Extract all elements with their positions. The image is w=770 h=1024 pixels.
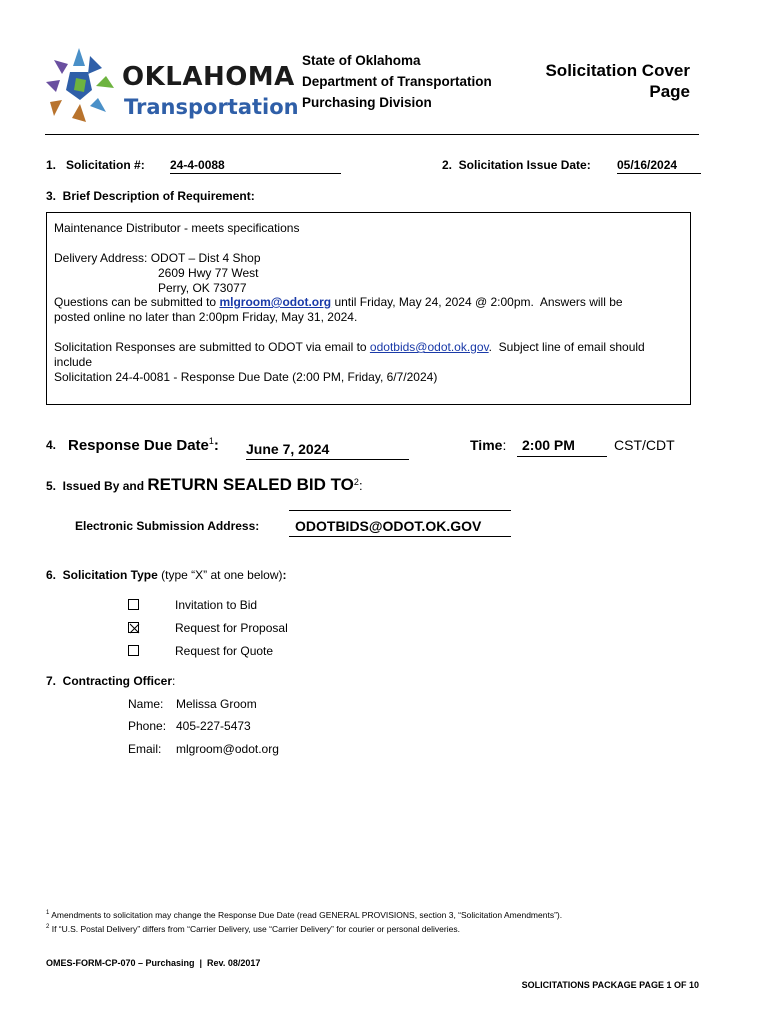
responses-email-link[interactable]: odotbids@odot.ok.gov	[369, 340, 489, 354]
time-value: 2:00 PM	[517, 437, 607, 457]
responses-line	[54, 340, 645, 355]
description-box	[46, 212, 691, 405]
return-sealed-bid-heading: RETURN SEALED BID TO	[147, 475, 354, 494]
issue-date-value: 05/16/2024	[617, 158, 701, 174]
footnote-1	[46, 907, 726, 921]
solicitation-number-label: 1. Solicitation #:	[46, 158, 145, 172]
delivery-address-street: 2609 Hwy 77 West	[158, 266, 259, 280]
due-date-label	[68, 436, 219, 454]
time-label-text: Time	[470, 437, 503, 453]
odot-logo	[40, 44, 299, 126]
solicitation-type-label-rest: (type “X” at one below)	[157, 568, 283, 582]
officer-email-label: Email:	[128, 742, 162, 756]
time-label	[470, 437, 506, 453]
contracting-officer-colon: :	[172, 674, 176, 688]
issued-by-prefix: 5. Issued By and	[46, 479, 148, 493]
issued-colon: :	[358, 478, 363, 493]
solicitation-type-label	[46, 568, 287, 582]
solicitation-type-label-bold: 6. Solicitation Type	[46, 568, 158, 582]
time-zone: CST/CDT	[614, 437, 675, 453]
footnote-2-marker: 2	[46, 923, 50, 930]
footnote-1-text: Amendments to solicitation may change the Response Due Date (read GENERAL PROVISIONS, section 3, “Solicitation Amendments”).	[49, 909, 563, 920]
form-title-line2: Page	[649, 82, 690, 101]
agency-department: Department of Transportation	[302, 74, 492, 89]
delivery-address-label: Delivery Address: ODOT – Dist 4 Shop	[54, 251, 261, 265]
footnote-2	[46, 921, 726, 935]
description-label: 3. Brief Description of Requirement:	[46, 189, 255, 203]
logo-wordmark-oklahoma: OKLAHOMA	[122, 62, 295, 92]
page-info: SOLICITATIONS PACKAGE PAGE 1 OF 10	[521, 980, 699, 990]
electronic-submission-label: Electronic Submission Address:	[75, 519, 260, 533]
footnote-2-text: If “U.S. Postal Delivery” differs from “Carrier Delivery, use “Carrier Delivery” for courier or personal deliveries.	[49, 923, 460, 934]
due-date-number: 4.	[46, 438, 57, 452]
description-line1: Maintenance Distributor - meets specifications	[54, 221, 300, 235]
officer-phone-label: Phone:	[128, 719, 167, 733]
logo-wordmark-transportation: Transportation	[124, 95, 299, 119]
officer-phone-value: 405-227-5473	[176, 719, 251, 733]
invitation-to-bid-label: Invitation to Bid	[175, 598, 258, 612]
questions-post: until Friday, May 24, 2024 @ 2:00pm. Answers will be	[331, 295, 623, 309]
footnotes	[46, 907, 726, 935]
questions-line2: posted online no later than 2:00pm Friday, May 31, 2024.	[54, 310, 358, 324]
footnote-1-marker: 1	[46, 910, 50, 916]
invitation-to-bid-checkbox[interactable]	[128, 599, 139, 610]
header-divider	[45, 134, 699, 135]
contracting-officer-label-text: 7. Contracting Officer	[46, 674, 173, 688]
due-date-colon: :	[213, 437, 219, 454]
solicitation-number-value: 24-4-0088	[170, 158, 341, 174]
responses-line2: include	[54, 355, 93, 369]
solicitation-type-colon: :	[282, 568, 287, 582]
checkbox-x-icon	[129, 623, 140, 634]
electronic-submission-value: ODOTBIDS@ODOT.OK.GOV	[289, 518, 511, 537]
due-date-footnote-ref: 1	[208, 436, 214, 446]
oklahoma-star-icon	[40, 46, 118, 124]
issue-date-label: 2. Solicitation Issue Date:	[442, 158, 591, 172]
issued-footnote-ref: 2	[353, 477, 359, 487]
form-title-line1: Solicitation Cover	[545, 61, 690, 80]
due-date-label-text: Response Due Date	[68, 437, 209, 454]
questions-pre: Questions can be submitted to	[54, 295, 220, 309]
request-for-proposal-label: Request for Proposal	[175, 621, 288, 635]
agency-block	[302, 50, 492, 113]
responses-line3: Solicitation 24-4-0081 - Response Due Date (2:00 PM, Friday, 6/7/2024)	[54, 370, 438, 384]
officer-email-value: mlgroom@odot.org	[176, 742, 279, 756]
questions-email-link[interactable]: mlgroom@odot.org	[219, 295, 332, 309]
issued-by-label	[46, 475, 363, 495]
delivery-address-city: Perry, OK 73077	[158, 281, 247, 295]
responses-post: . Subject line of email should	[488, 340, 645, 354]
questions-line	[54, 295, 623, 310]
request-for-proposal-checkbox[interactable]	[128, 622, 139, 633]
agency-state: State of Oklahoma	[302, 53, 421, 68]
form-title	[545, 60, 690, 102]
agency-division: Purchasing Division	[302, 95, 432, 110]
form-id: OMES-FORM-CP-070 – Purchasing | Rev. 08/2017	[46, 958, 261, 968]
responses-pre: Solicitation Responses are submitted to ODOT via email to	[54, 340, 370, 354]
request-for-quote-checkbox[interactable]	[128, 645, 139, 656]
request-for-quote-label: Request for Quote	[175, 644, 274, 658]
officer-name-label: Name:	[128, 697, 164, 711]
time-colon: :	[502, 437, 507, 453]
officer-name-value: Melissa Groom	[176, 697, 257, 711]
return-address-line	[289, 510, 511, 511]
due-date-value: June 7, 2024	[246, 441, 409, 460]
contracting-officer-label	[46, 674, 175, 688]
